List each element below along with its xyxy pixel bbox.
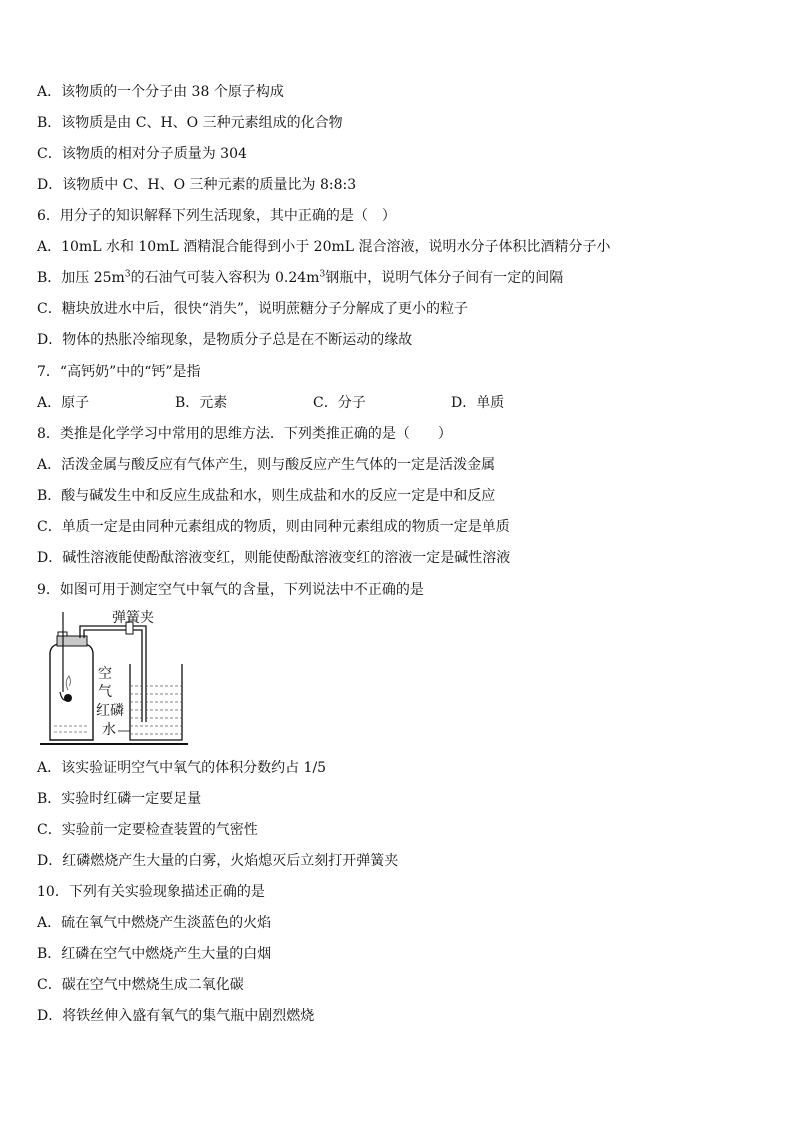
q5-option-b: B．该物质是由 C、H、O 三种元素组成的化合物 (37, 115, 343, 131)
q9-option-a: A．该实验证明空气中氧气的体积分数约占 1/5 (37, 760, 327, 776)
q6-option-d: D．物体的热胀冷缩现象，是物质分子总是在不断运动的缘故 (37, 332, 413, 348)
q10-option-b: B．红磷在空气中燃烧产生大量的白烟 (37, 946, 272, 962)
q6-option-a: A．10mL 水和 10mL 酒精混合能得到小于 20mL 混合溶液，说明水分子体积比酒精分子小 (37, 239, 611, 255)
q8-stem: 8．类推是化学学习中常用的思维方法．下列类推正确的是（ ） (37, 426, 452, 442)
q8-option-c: C．单质一定是由同种元素组成的物质，则由同种元素组成的物质一定是单质 (37, 519, 510, 535)
q6-superscript-1: 3 (124, 269, 131, 280)
q8-option-a: A．活泼金属与酸反应有气体产生，则与酸反应产生气体的一定是活泼金属 (37, 457, 496, 473)
q7-option-c: C．分子 (313, 395, 366, 411)
q10-option-d: D．将铁丝伸入盛有氧气的集气瓶中剧烈燃烧 (37, 1008, 315, 1024)
q10-option-a: A．硫在氧气中燃烧产生淡蓝色的火焰 (37, 915, 272, 931)
q9-option-b: B．实验时红磷一定要足量 (37, 791, 202, 807)
q7-option-d: D．单质 (451, 395, 505, 411)
q6-option-b-part3: 钢瓶中，说明气体分子间有一定的间隔 (325, 270, 564, 286)
q5-option-d: D．该物质中 C、H、O 三种元素的质量比为 8:8:3 (37, 177, 357, 193)
q7-option-b: B．元素 (175, 395, 228, 411)
q9-stem: 9．如图可用于测定空气中氧气的含量，下列说法中不正确的是 (37, 582, 424, 598)
q7-stem: 7．“高钙奶”中的“钙”是指 (37, 364, 201, 380)
q8-option-b: B．酸与碱发生中和反应生成盐和水，则生成盐和水的反应一定是中和反应 (37, 488, 496, 504)
oxygen-experiment-diagram (38, 610, 198, 750)
label-air-1: 空 (98, 666, 112, 682)
q6-option-b (37, 268, 563, 288)
q5-option-a: A．该物质的一个分子由 38 个原子构成 (37, 84, 284, 100)
q6-option-b-part2: 的石油气可装入容积为 0.24m (130, 270, 320, 286)
q6-superscript-2: 3 (319, 269, 326, 280)
label-red-phosphorus: 红磷 (96, 703, 124, 719)
q6-option-c: C．糖块放进水中后，很快“消失”，说明蔗糖分子分解成了更小的粒子 (37, 301, 469, 317)
label-air-2: 气 (98, 684, 112, 700)
q10-stem: 10．下列有关实验现象描述正确的是 (37, 884, 265, 900)
apparatus-drawing (38, 610, 198, 750)
q10-option-c: C．碳在空气中燃烧生成二氧化碳 (37, 977, 244, 993)
q6-option-b-part1: B．加压 25m (37, 270, 125, 286)
q5-option-c: C．该物质的相对分子质量为 304 (37, 146, 247, 162)
q7-options (37, 393, 737, 413)
q8-option-d: D．碱性溶液能使酚酞溶液变红，则能使酚酞溶液变红的溶液一定是碱性溶液 (37, 550, 511, 566)
q6-stem: 6．用分子的知识解释下列生活现象，其中正确的是（ ） (37, 208, 396, 224)
q9-option-d: D．红磷燃烧产生大量的白雾，火焰熄灭后立刻打开弹簧夹 (37, 853, 399, 869)
q7-option-a: A．原子 (37, 395, 90, 411)
label-water: 水 (102, 722, 116, 738)
q9-option-c: C．实验前一定要检查装置的气密性 (37, 822, 258, 838)
label-spring-clamp: 弹簧夹 (112, 610, 154, 626)
